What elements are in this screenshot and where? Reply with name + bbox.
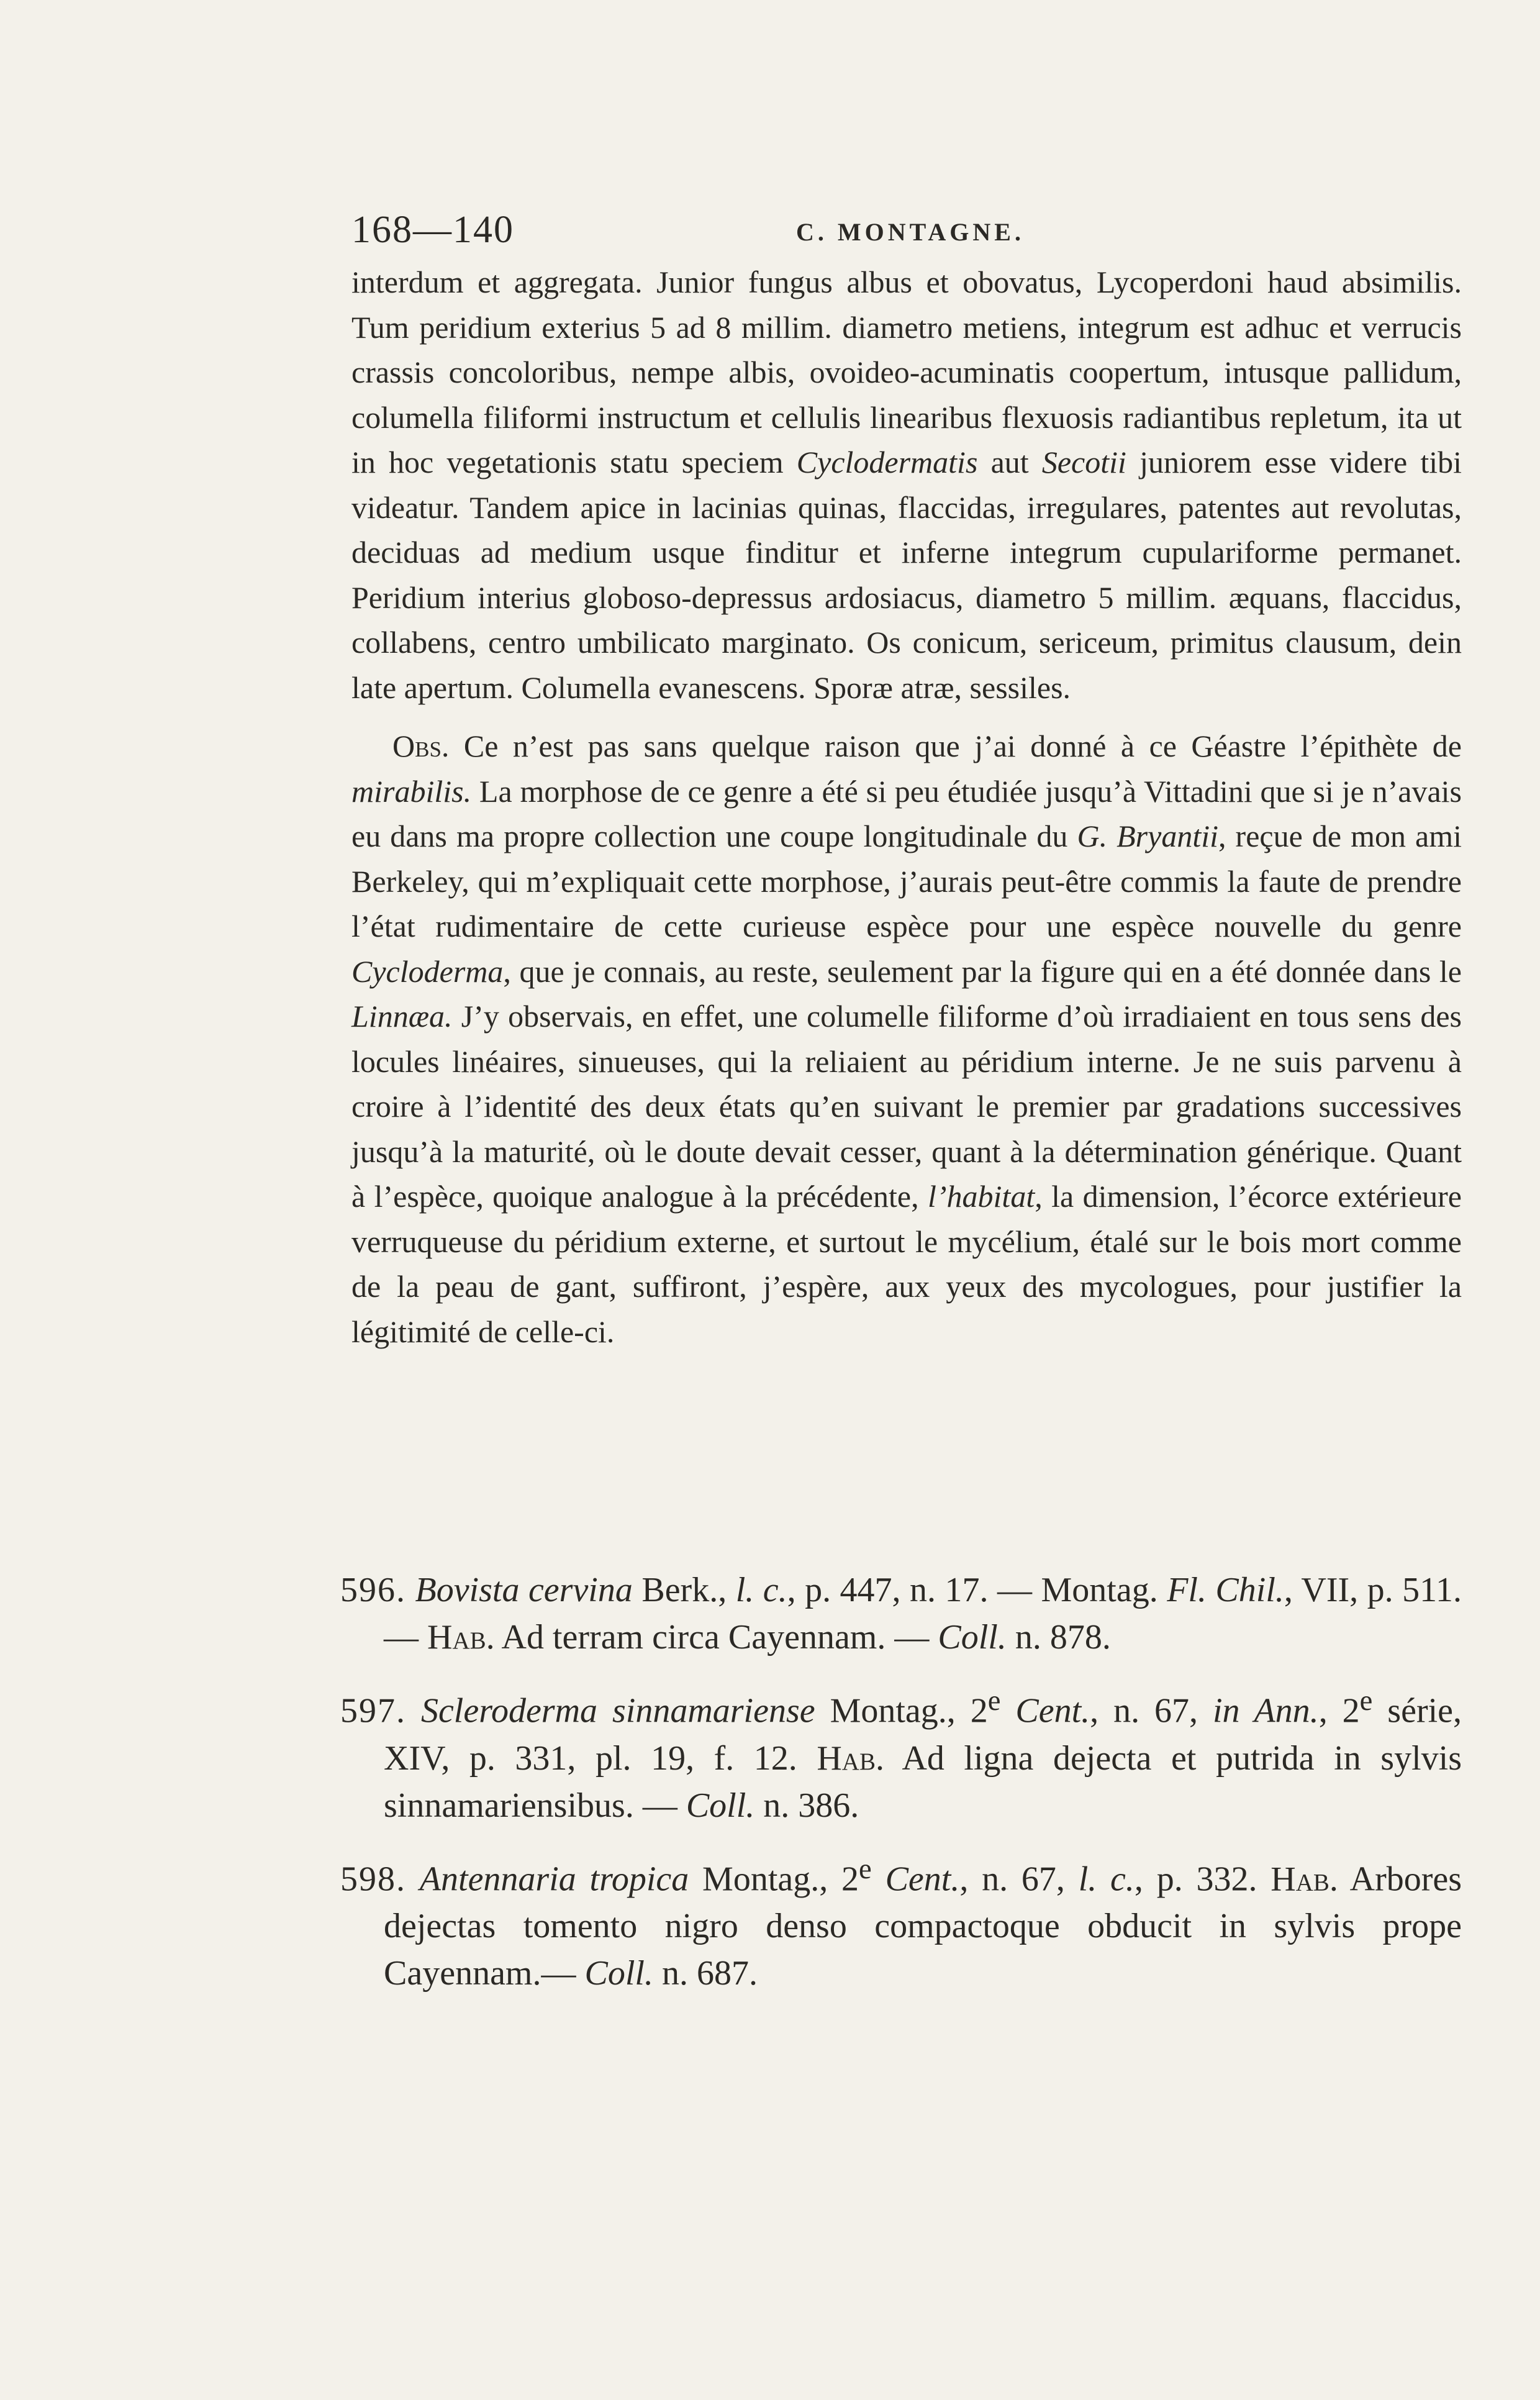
species-name: G. Bryantii [1077,819,1218,853]
collection-label: Coll. [938,1618,1007,1657]
text-run: Ad terram circa Cayennam. — [494,1618,938,1657]
page-number: 168—140 [351,209,514,251]
body-text [351,260,1462,1354]
running-head: C. MONTAGNE. [796,218,1025,246]
text-run: , la dimension, l’écorce extérieure verruqueuse du péridium externe, et surtout le mycélium, étalé sur le bois mort comme de la peau de gant, suffiront, j’espère, aux yeux des mycologues, pour justifier la légitimité de celle-ci. [351,1179,1462,1349]
text-run: Berk., [632,1571,736,1609]
species-name: Scleroderma sinnamariense [420,1691,815,1730]
collection-label: Coll. [584,1954,653,1993]
text-run: J’y observais, en effet, une columelle filiforme d’où irradiaient en tous sens des locules linéaires, sinueuses, qui la reliaient au péridium interne. Je ne suis parvenu à croire à l’identité des deux états qu’en suivant le premier par gradations successives jusqu’à la maturité, où le doute devait cesser, quant à la détermination générique. Quant à l’espèce, quoique analogue à la précédente, [351,999,1462,1214]
text-run: série, XIV, p. 331, pl. 19, f. 12. [384,1691,1462,1778]
text-run: , 2 [1318,1691,1360,1730]
citation-abbrev: l. c. [1078,1860,1135,1899]
species-entry-596 [340,1566,1462,1661]
species-entry-597 [340,1677,1462,1829]
genus-name: Cyclodermatis [796,445,978,480]
entry-number: 598. [340,1860,406,1899]
text-run: juniorem esse videre tibi videatur. Tandem apice in lacinias quinas, flaccidas, irregulares, patentes aut revolutas, deciduas ad medium usque finditur et inferne integrum cupulariforme permanet. Peridium interius globoso-depressus ardosiacus, diametro 5 millim. æquans, flaccidus, collabens, centro umbilicato marginato. Os conicum, sericeum, primitus clausum, dein late apertum. Columella evanescens. Sporæ atræ, sessiles. [351,445,1462,705]
genus-name: Cycloderma [351,953,504,989]
text-run: Montag., 2 [815,1691,988,1730]
citation-abbrev: Cent. [1015,1691,1090,1730]
journal-name: Linnæa. [351,999,453,1034]
latin-description-paragraph [351,260,1462,710]
species-name: Bovista cervina [415,1571,633,1609]
hab-label: Hab. [427,1618,495,1657]
text-run: Ad ligna dejecta et putrida in sylvis sinnamariensibus. — [384,1739,1462,1825]
hab-label: Hab. [1270,1860,1338,1899]
species-name: Antennaria tropica [419,1860,689,1899]
entry-number: 596. [340,1571,406,1609]
citation-abbrev: l. c. [735,1571,787,1609]
text-run: Arbores dejectas tomento nigro denso compactoque obducit in sylvis prope Cayennam.— [384,1860,1462,1993]
text-run: Ce n’est pas sans quelque raison que j’ai donné à ce Géastre l’épithète de [449,729,1462,763]
text-run: interdum et aggregata. Junior fungus albus et obovatus, Lycoperdoni haud absimilis. Tum peridium exterius 5 ad 8 millim. diametro metiens, integrum est adhuc et verrucis crassis concoloribus, nempe albis, ovoideo-acuminatis coopertum, intusque pallidum, columella filiformi instructum et cellulis linearibus flexuosis radiantibus repletum, ita ut in hoc vegetationis statu speciem [351,265,1462,480]
superscript: e [859,1852,872,1885]
text-run [872,1860,886,1898]
text-run: , p. 332. [1134,1860,1271,1899]
observation-paragraph [351,724,1462,1354]
italic-term: l’habitat [928,1179,1035,1214]
species-epithet: mirabilis. [351,773,472,809]
text-run: , que je connais, au reste, seulement par la figure qui en a été donnée dans le [503,953,1462,989]
entry-number: 597. [340,1691,406,1730]
obs-label: Obs. [392,729,450,763]
species-entries [340,1566,1462,2013]
text-run [1000,1692,1015,1730]
text-run: , p. 447, n. 17. — Montag. [787,1571,1167,1609]
citation-abbrev: in Ann. [1212,1691,1319,1730]
text-run: n. 687. [653,1954,758,1993]
text-run: , VII, p. 511.— [384,1571,1462,1657]
text-run: , reçue de mon ami Berkeley, qui m’expliquait cette morphose, j’aurais peut-être commis la faute de prendre l’état rudimentaire de cette curieuse espèce pour une espèce nouvelle du genre [351,819,1462,943]
text-run: La morphose de ce genre a été si peu étudiée jusqu’à Vittadini que si je n’avais eu dans ma propre collection une coupe longitudinale du [351,773,1462,853]
citation-abbrev: Fl. Chil. [1167,1571,1284,1609]
superscript: e [987,1684,1001,1717]
text-run: n. 878. [1006,1618,1111,1657]
page-header [351,205,1469,255]
citation-abbrev: Cent. [885,1860,960,1899]
species-entry-598 [340,1845,1462,1998]
text-run: n. 386. [754,1786,859,1825]
text-run: , n. 67, [1090,1691,1213,1730]
hab-label: Hab. [817,1739,884,1778]
collection-label: Coll. [686,1786,755,1825]
text-run: Montag., 2 [689,1860,859,1899]
superscript: e [1359,1684,1373,1717]
genus-name: Secotii [1041,445,1126,480]
text-run: aut [977,445,1042,480]
text-run: , n. 67, [959,1860,1079,1899]
